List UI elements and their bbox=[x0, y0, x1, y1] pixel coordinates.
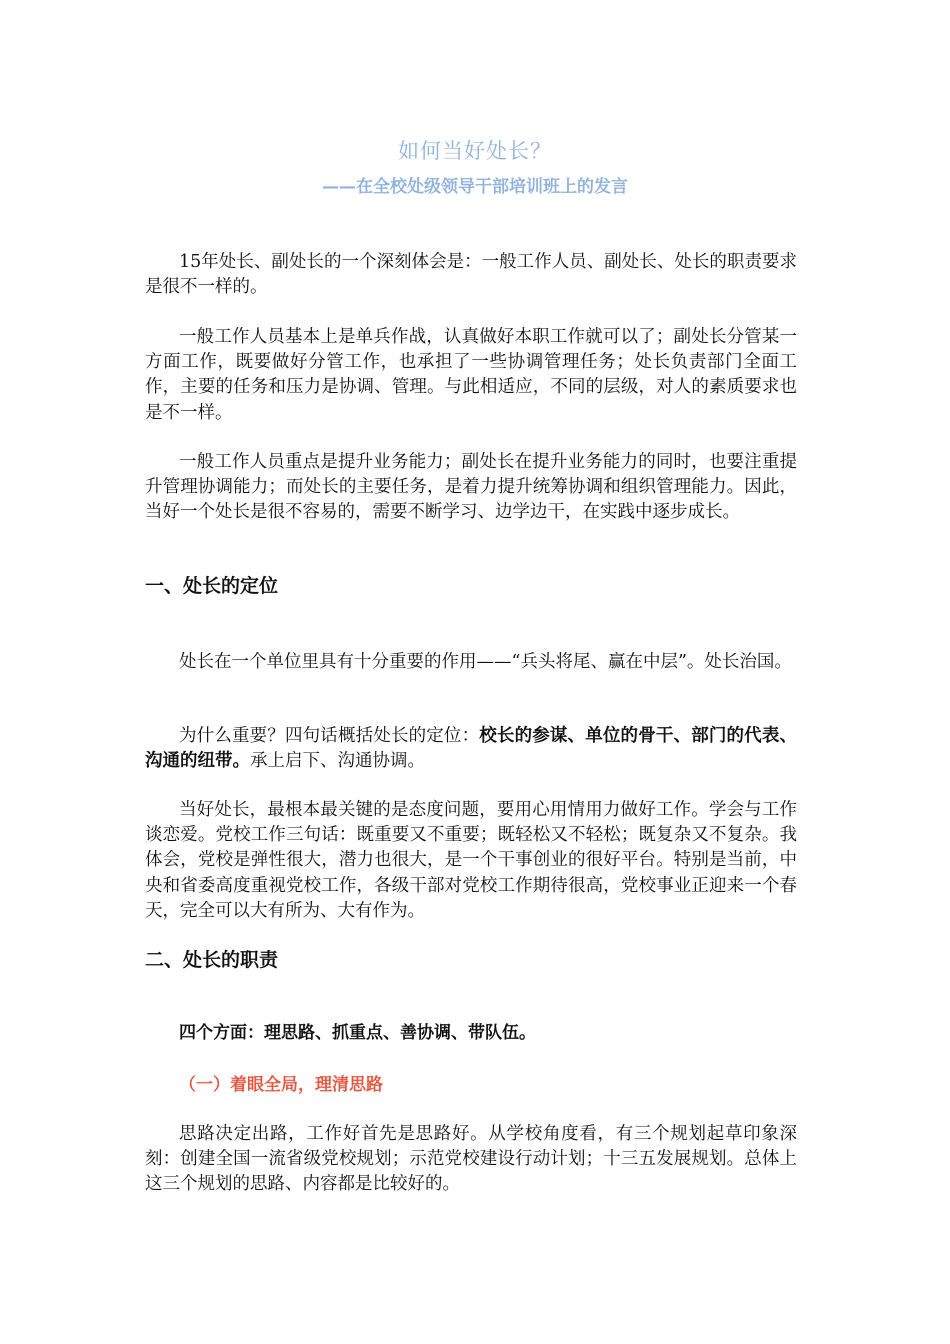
section-1-heading: 一、处长的定位 bbox=[145, 575, 279, 597]
section-1-paragraph-3: 当好处长，最根本最关键的是态度问题，要用心用情用力做好工作。学会与工作谈恋爱。党校工作三句话：既重要又不重要；既轻松又不轻松；既复杂又不复杂。我体会，党校是弹性很大，潜力也很大，是一个干事创业的很好平台。特别是当前，中央和省委高度重视党校工作，各级干部对党校工作期待很高，党校事业正迎来一个春天，完全可以大有所为、大有作为。 bbox=[145, 800, 797, 921]
intro-paragraph-2: 一般工作人员基本上是单兵作战，认真做好本职工作就可以了；副处长分管某一方面工作，既要做好分管工作，也承担了一些协调管理任务；处长负责部门全面工作，主要的任务和压力是协调、管理。与此相适应，不同的层级，对人的素质要求也是不一样。 bbox=[145, 327, 797, 423]
positioning-keywords: 校长的参谋、单位的骨干、部门的代表、沟通的纽带。 bbox=[145, 726, 797, 772]
section-1-paragraph-1: 处长在一个单位里具有十分重要的作用——“兵头将尾、赢在中层”。处长治国。 bbox=[179, 652, 792, 672]
subsection-1-heading: （一）着眼全局，理清思路 bbox=[179, 1075, 383, 1095]
intro-paragraph-3: 一般工作人员重点是提升业务能力；副处长在提升业务能力的同时，也要注重提升管理协调能力；而处长的主要任务，是着力提升统筹协调和组织管理能力。因此，当好一个处长是很不容易的，需要不断学习、边学边干，在实践中逐步成长。 bbox=[145, 452, 797, 523]
positioning-tail: 承上启下、沟通协调。 bbox=[250, 751, 425, 772]
section-2-heading: 二、处长的职责 bbox=[145, 949, 279, 971]
document-title: 如何当好处长？ bbox=[398, 139, 552, 163]
positioning-lead: 为什么重要？四句话概括处长的定位： bbox=[179, 726, 480, 746]
subsection-1-paragraph-1: 思路决定出路，工作好首先是思路好。从学校角度看，有三个规划起草印象深刻：创建全国一流省级党校规划；示范党校建设行动计划；十三五发展规划。总体上这三个规划的思路、内容都是比较好的。 bbox=[145, 1124, 797, 1195]
section-1-paragraph-2 bbox=[145, 724, 797, 774]
document-subtitle: ——在全校处级领导干部培训班上的发言 bbox=[322, 177, 628, 197]
section-2-summary: 四个方面：理思路、抓重点、善协调、带队伍。 bbox=[179, 1023, 536, 1043]
intro-paragraph-1: 15年处长、副处长的一个深刻体会是：一般工作人员、副处长、处长的职责要求是很不一样的。 bbox=[145, 252, 797, 298]
